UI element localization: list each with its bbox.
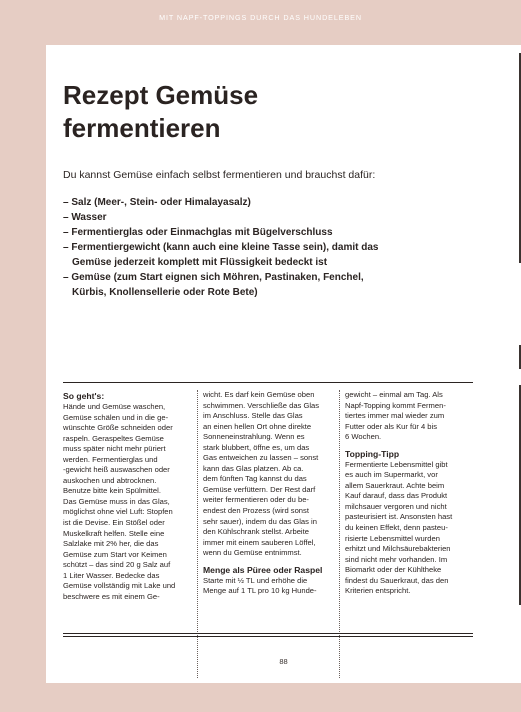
text-line: gewicht – einmal am Tag. Als	[345, 390, 443, 399]
text-line: milchsauer vergoren und nicht	[345, 501, 447, 511]
text-line: wünschte Größe schneiden oder	[63, 423, 173, 433]
text-line: es auch im Supermarkt, vor	[345, 470, 438, 480]
text-line: an einen hellen Ort ohne direkte	[203, 421, 312, 431]
text-line: pasteurisiert ist. Ansonsten hast	[345, 512, 453, 522]
text-line: Benutze bitte kein Spülmittel.	[63, 486, 161, 496]
bottom-rule	[63, 633, 473, 634]
text-line: Starte mit ½ TL und erhöhe die	[203, 575, 308, 585]
text-line: Fermentierte Lebensmittel gibt	[345, 459, 448, 469]
text-line: den Kühlschrank stellst. Arbeite	[203, 527, 309, 537]
text-line: weiter fermentieren oder du be-	[203, 495, 309, 505]
text-line: 1 Liter Wasser. Bedecke das	[63, 570, 160, 580]
text-line: muss später nicht mehr püriert	[63, 444, 166, 454]
ingredient-item: Kürbis, Knollensellerie oder Rote Bete)	[72, 287, 258, 298]
text-line: allem Sauerkraut. Achte beim	[345, 480, 445, 490]
text-line: werden. Fermentierglas und	[63, 454, 158, 464]
running-header: MIT NAPF-TOPPINGS DURCH DAS HUNDELEBEN	[159, 13, 362, 22]
text-line: im Anschluss. Stelle das Glas	[203, 411, 303, 421]
text-line: Biomarkt oder der Kühltheke	[345, 565, 442, 575]
bottom-rule	[63, 636, 473, 637]
text-line: möglichst ohne viel Luft: Stopfen	[63, 507, 173, 517]
text-line: Kriterien entspricht.	[345, 586, 411, 596]
text-line: du keinen Effekt, denn pasteu-	[345, 523, 448, 533]
book-page	[46, 45, 521, 683]
text-line: auskochen und abtrocknen.	[63, 475, 157, 485]
text-line: stark blubbert, öffne es, um das	[203, 442, 310, 452]
text-line: tiertes immer mal wieder zum	[345, 411, 445, 421]
text-line: sind nicht mehr vorhanden. Im	[345, 554, 448, 564]
text-line: sehr sauer), indem du das Glas in	[203, 516, 317, 526]
text-line: 6 Wochen.	[345, 432, 382, 442]
text-line: raspeln. Geraspeltes Gemüse	[63, 433, 164, 443]
text-line: Muskelkraft helfen. Stelle eine	[63, 528, 165, 538]
text-line: Sonneneinstrahlung. Wenn es	[203, 432, 305, 442]
text-line: Napf-Topping kommt Fermen-	[345, 400, 446, 410]
text-line: schwimmen. Verschließe das Glas	[203, 400, 320, 410]
ingredient-list	[63, 195, 483, 300]
column-continued	[203, 390, 339, 597]
ingredient-item: Gemüse jederzeit komplett mit Flüssigkeit bedeckt ist	[72, 257, 328, 268]
text-line: findest du Sauerkraut, das den	[345, 575, 449, 585]
ingredient-item: – Fermentiergewicht (kann auch eine kleine Tasse sein), damit das	[63, 242, 379, 253]
text-line: erhitzt und Milchsäurebakterien	[345, 544, 451, 554]
text-line: Kauf darauf, dass das Produkt	[345, 491, 448, 501]
intro-text: Du kannst Gemüse einfach selbst fermentieren und brauchst dafür:	[63, 169, 376, 181]
text-line: Gemüse vollständig mit Lake und	[63, 581, 176, 591]
text-line: Gemüse verfüttern. Der Rest darf	[203, 484, 316, 494]
text-line: -gewicht heiß auswaschen oder	[63, 465, 170, 475]
text-line: immer mit einem sauberen Löffel,	[203, 537, 316, 547]
column-separator	[339, 390, 340, 678]
text-line: Gas entweichen zu lassen – sonst	[203, 453, 319, 463]
text-line: Futter oder als Kur für 4 bis	[345, 421, 438, 431]
section-divider	[63, 382, 473, 383]
title-line: Rezept Gemüse	[63, 80, 259, 110]
page-number: 88	[279, 657, 288, 666]
column-topping-tip	[345, 390, 481, 597]
title-line: fermentieren	[63, 113, 221, 143]
text-line: beschwere es mit einem Ge-	[63, 591, 160, 601]
text-line: Das Gemüse muss in das Glas,	[63, 496, 170, 506]
text-line: wicht. Es darf kein Gemüse oben	[203, 390, 315, 399]
text-line: kann das Glas platzen. Ab ca.	[203, 463, 304, 473]
text-line: Gemüse zum Start vor Keimen	[63, 549, 167, 559]
section-heading: Menge als Püree oder Raspel	[203, 564, 323, 575]
text-line: Salzlake mit 2% her, die das	[63, 539, 159, 549]
section-heading: Topping-Tipp	[345, 448, 400, 459]
text-line: Gemüse schälen und in die ge-	[63, 412, 169, 422]
page-title	[63, 79, 258, 145]
text-line: wenn du Gemüse entnimmst.	[203, 548, 302, 558]
column-separator	[197, 390, 198, 678]
text-line: dem fünften Tag kannst du das	[203, 474, 307, 484]
ingredient-item: – Fermentierglas oder Einmachglas mit Bügelverschluss	[63, 227, 333, 238]
text-line: Menge auf 1 TL pro 10 kg Hunde-	[203, 586, 317, 596]
text-line: Hände und Gemüse waschen,	[63, 402, 166, 411]
column-how-to	[63, 390, 195, 602]
text-line: ist die Devise. Ein Stößel oder	[63, 518, 165, 528]
text-line: risierte Lebensmittel wurden	[345, 533, 440, 543]
section-heading: So geht's:	[63, 391, 105, 401]
text-line: endest den Prozess (wird sonst	[203, 506, 309, 516]
ingredient-item: – Salz (Meer-, Stein- oder Himalayasalz)	[63, 197, 251, 208]
ingredient-item: – Gemüse (zum Start eignen sich Möhren, Pastinaken, Fenchel,	[63, 272, 364, 283]
text-line: schützt – das sind 20 g Salz auf	[63, 560, 171, 570]
ingredient-item: – Wasser	[63, 212, 107, 223]
